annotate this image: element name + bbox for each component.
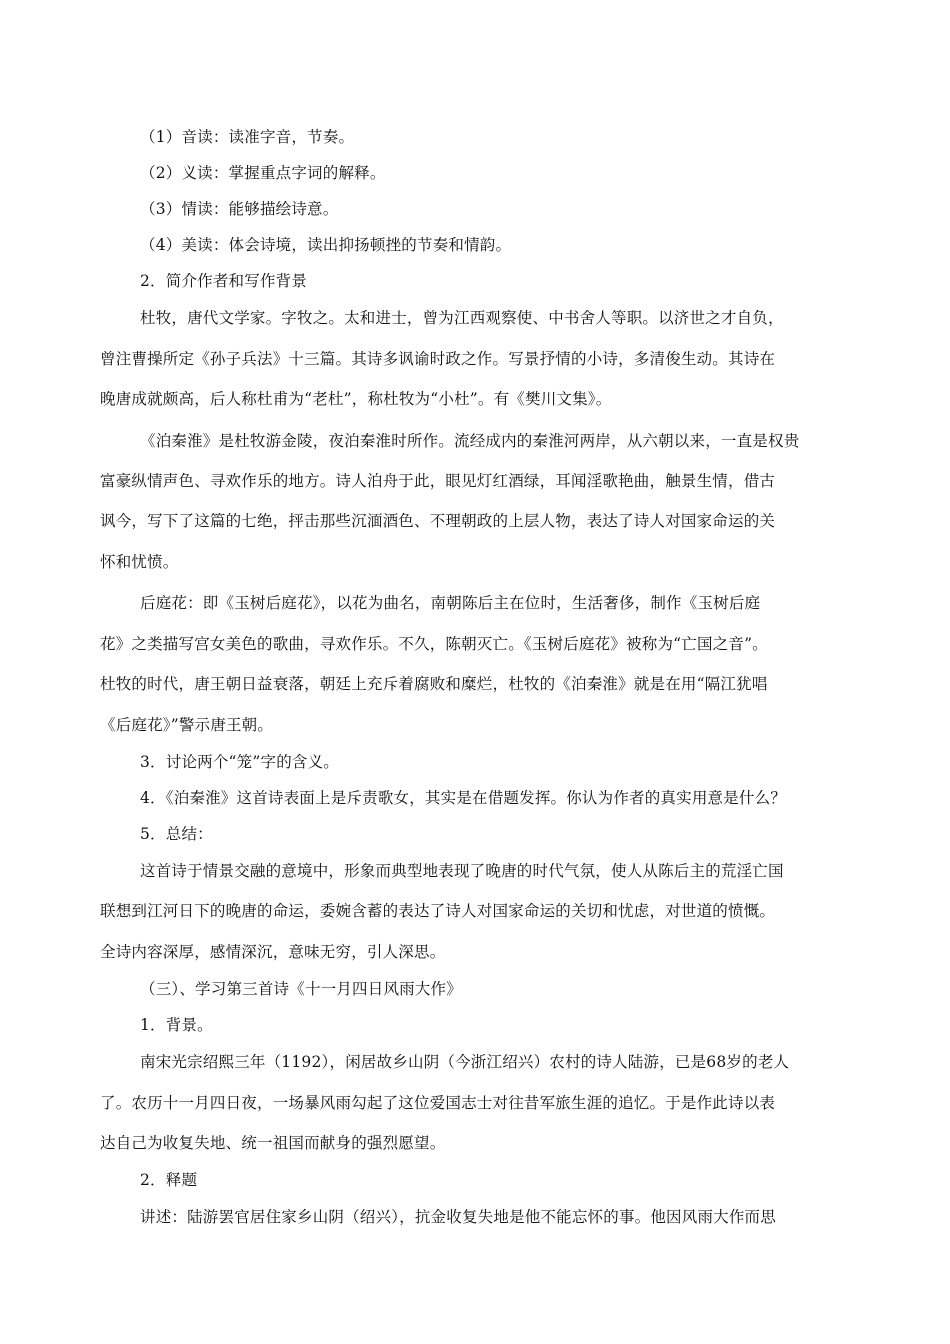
reading-step-3: （3）情读：能够描绘诗意。	[140, 200, 339, 218]
reading-step-1: （1）音读：读准字音，节奏。	[140, 128, 355, 146]
paragraph-line: 全诗内容深厚，感情深沉，意味无穷，引人深思。	[100, 943, 446, 961]
paragraph-line: 了。农历十一月四日夜，一场暴风雨勾起了这位爱国志士对往昔军旅生涯的追忆。于是作此诗以表	[100, 1094, 776, 1112]
section-heading-title-explain: 2．释题	[140, 1171, 198, 1189]
paragraph-line: 花》之类描写宫女美色的歌曲，寻欢作乐。不久，陈朝灭亡。《玉树后庭花》被称为“亡国之音”。	[100, 635, 768, 653]
paragraph-line: 这首诗于情景交融的意境中，形象而典型地表现了晚唐的时代气氛，使人从陈后主的荒淫亡国	[140, 862, 784, 880]
section-heading-background: 1．背景。	[140, 1016, 213, 1034]
paragraph-line: 联想到江河日下的晚唐的命运，委婉含蓄的表达了诗人对国家命运的关切和忧虑，对世道的愤慨。	[100, 902, 776, 920]
paragraph-line: 达自己为收复失地、统一祖国而献身的强烈愿望。	[100, 1134, 446, 1152]
reading-step-2: （2）义读：掌握重点字词的解释。	[140, 164, 386, 182]
paragraph-line: 讽今，写下了这篇的七绝，抨击那些沉湎酒色、不理朝政的上层人物，表达了诗人对国家命运的关	[100, 512, 776, 530]
paragraph-line: 南宋光宗绍熙三年（1192），闲居故乡山阴（今浙江绍兴）农村的诗人陆游，已是68岁的老人	[140, 1053, 790, 1071]
paragraph-line: 曾注曹操所定《孙子兵法》十三篇。其诗多讽谕时政之作。写景抒情的小诗，多清俊生动。其诗在	[100, 350, 776, 368]
section-heading-summary: 5．总结：	[140, 825, 213, 843]
paragraph-line: 晚唐成就颇高，后人称杜甫为“老杜”，称杜牧为“小杜”。有《樊川文集》。	[100, 390, 612, 408]
discussion-question-4: 4．《泊秦淮》这首诗表面上是斥责歌女，其实是在借题发挥。你认为作者的真实用意是什么？	[140, 789, 787, 807]
section-heading-third-poem: （三）、学习第三首诗《十一月四日风雨大作》	[140, 980, 462, 998]
paragraph-line: 《后庭花》”警示唐王朝。	[100, 716, 274, 734]
paragraph-line: 杜牧，唐代文学家。字牧之。太和进士，曾为江西观察使、中书舍人等职。以济世之才自负，	[140, 309, 784, 327]
reading-step-4: （4）美读：体会诗境，读出抑扬顿挫的节奏和情韵。	[140, 236, 512, 254]
paragraph-line: 富豪纵情声色、寻欢作乐的地方。诗人泊舟于此，眼见灯红酒绿，耳闻淫歌艳曲，触景生情，借古	[100, 472, 776, 490]
paragraph-line: 杜牧的时代，唐王朝日益衰落，朝廷上充斥着腐败和糜烂，杜牧的《泊秦淮》就是在用“隔江犹唱	[100, 675, 768, 693]
paragraph-line: 讲述：陆游罢官居住家乡山阴（绍兴），抗金收复失地是他不能忘怀的事。他因风雨大作而思	[140, 1208, 776, 1226]
paragraph-line: 《泊秦淮》是杜牧游金陵，夜泊秦淮时所作。流经成内的秦淮河两岸，从六朝以来，一直是权贵	[140, 432, 800, 450]
paragraph-line: 后庭花：即《玉树后庭花》，以花为曲名，南朝陈后主在位时，生活奢侈，制作《玉树后庭	[140, 594, 761, 612]
discussion-question-3: 3．讨论两个“笼”字的含义。	[140, 753, 340, 771]
section-heading-author: 2．简介作者和写作背景	[140, 272, 308, 290]
paragraph-line: 怀和忧愤。	[100, 553, 179, 571]
